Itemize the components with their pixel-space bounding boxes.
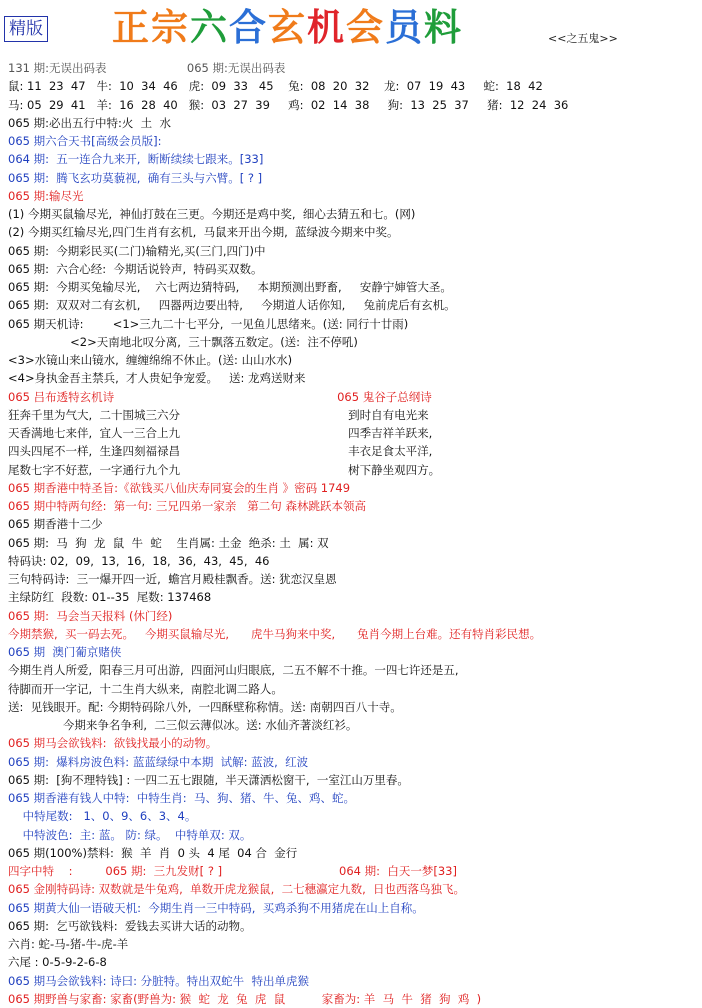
text-line: 六尾 : 0-5-9-2-6-8 (8, 955, 107, 970)
text-line: 065 期: 乞丐欲钱料: 爱钱去买讲大话的动物。 (8, 918, 252, 933)
text-line: 主绿防红 段数: 01--35 尾数: 137468 (8, 590, 212, 605)
title-char: 正 (112, 5, 151, 49)
text-line: 065 期: 马 狗 龙 鼠 牛 蛇 生肖属: 土金 绝杀: 土 属: 双 (8, 535, 329, 550)
text-line: 065 期: 今期买兔输尽光, 六七两边猜特码, 本期预测出野畜, 安静宁婶管大圣。 (8, 280, 452, 294)
text-line: 中特波色: 主: 蓝。 防: 绿。 中特单双: 双。 (8, 827, 252, 842)
text-line: 065 期黄大仙一语破天机: 今期生肖一三中特码, 买鸡杀狗不用猪虎在山上自称。 (8, 900, 424, 915)
text-line: 065 期(100%)禁料: 猴 羊 肖 0 头 4 尾 04 合 金行 (8, 845, 298, 860)
title-char: 合 (229, 5, 268, 49)
text-line: <3>水镜山来山镜水, 缠缠绵绵不休止。(送: 山山水水) (8, 353, 293, 367)
text-line: 待脚而开一字记, 十二生肖大纵来, 南腔北调二路人。 (8, 681, 283, 696)
text-line: (1) 今期买鼠输尽光, 神仙打鼓在三更。今期还是鸡中奖, 细心去猜五和七。(网) (8, 207, 416, 221)
text-line: 狂奔千里为气大, 二十围城三六分 到时自有电光来 (8, 407, 429, 422)
text-line: 065 期香港十二少 (8, 517, 103, 532)
text-line: 065 期六合天书[高级会员版]: (8, 134, 162, 148)
text-line: 064 期: 五一连合九来开, 断断续续七跟来。[33] (8, 152, 264, 167)
text-line: 特码诀: 02, 09, 13, 16, 18, 36, 43, 45, 46 (8, 553, 270, 568)
text-line: 中特尾数: 1、0、9、6、3、4。 (8, 809, 197, 824)
text-line: <4>身执金吾主禁兵, 才人贵妃争宠爱。 送: 龙鸡送财来 (8, 371, 306, 386)
text-line: (2) 今期买红输尽光,四门生肖有玄机, 马鼠来开出今期, 蓝绿波今期来中奖。 (8, 225, 399, 240)
text-line: <2>天南地北叹分离, 三十飘落五数定。(送: 注不停吼) (8, 334, 358, 349)
text-line: 065 期:输尽光 (8, 188, 84, 203)
page-title (112, 4, 463, 50)
text-line: 065 期: 双双对二有玄机, 四器两边要出特, 今期道人话你知, 兔前虎后有玄机。 (8, 298, 456, 313)
text-line: 065 期 澳门葡京赌侠 (8, 645, 122, 659)
text-line: 送: 见钱眼开。配: 今期特码除八外, 一四酥壁称称情。送: 南朝四百八十寺。 (8, 699, 402, 714)
text-line: 六肖: 蛇-马-猪-牛-虎-羊 (8, 937, 129, 951)
title-char: 会 (346, 5, 385, 49)
text-line: 065 期: 今期彩民买(二门)输精光,买(三门,四门)中 (8, 243, 266, 258)
text-line: 065 期野兽与家畜: 家畜(野兽为: 猴 蛇 龙 兔 虎 鼠 家畜为: 羊 马 牛 猪 狗 鸡 ) (8, 991, 482, 1006)
text-line: 鼠: 11 23 47 牛: 10 34 46 虎: 09 33 45 兔: 08 20 32 龙: 07 19 43 蛇: 18 42 (8, 79, 543, 94)
text-line: 四头四尾不一样, 生逢四刻福禄昌 丰衣足食太平洋, (8, 444, 433, 459)
text-line: 065 期香港有钱人中特: 中特生肖: 马、狗、猪、牛、兔、鸡、蛇。 (8, 791, 355, 805)
title-char: 员 (385, 5, 424, 49)
text-line: 065 期: 爆料房波色料: 蓝蓝绿绿中本期 试解: 蓝波, 红波 (8, 754, 309, 769)
text-line: 065 期: [狗不理特钱] : 一四二五七跟随, 半天潇洒松窗干, 一室江山万里春。 (8, 772, 409, 787)
text-line: 今期来争名争利, 二三似云薄似冰。送: 水仙齐著淡红衫。 (8, 718, 358, 732)
text-line: 065 期马会欲钱料: 欲钱找最小的动物。 (8, 736, 218, 751)
text-line: 065 期中特两句经: 第一句: 三兄四弟一家亲 第二句 森林跳跃本领高 (8, 499, 366, 513)
text-line: 马: 05 29 41 羊: 16 28 40 猴: 03 27 39 鸡: 02 14 38 狗: 13 25 37 猪: 12 24 36 (8, 97, 569, 112)
title-char: 宗 (151, 5, 190, 49)
text-line: 065 期马会欲钱料: 诗曰: 分脏特。特出双蛇牛 特出单虎猴 (8, 973, 309, 988)
text-line: 065 吕布透特玄机诗 065 鬼谷子总纲诗 (8, 389, 432, 404)
text-line: 四字中特 : 065 期: 三九发财[ ? ] 064 期: 白天一梦[33] (8, 864, 457, 878)
text-line: 今期禁猴, 买一码去死。 今期买鼠输尽光, 虎牛马狗来中奖, 兔肖今期上台难。还有特肖彩民想。 (8, 626, 542, 641)
text-line: 天香满地七来伴, 宜人一三合上九 四季吉祥羊跃来, (8, 426, 433, 440)
text-line: 三句特码诗: 三一爆开四一近, 蟾宫月殿桂飘香。送: 犹恋汉皇恩 (8, 572, 337, 586)
title-char: 机 (307, 5, 346, 49)
text-line: 131 期:无误出码表 065 期:无误出码表 (8, 61, 286, 75)
title-char: 料 (424, 5, 463, 49)
text-line: 065 期香港中特圣旨:《欲钱买八仙庆寿同宴会的生肖 》密码 1749 (8, 480, 351, 495)
text-line: 065 期天机诗: <1>三九二十七平分, 一见鱼儿思绪来。(送: 同行十廿雨) (8, 316, 409, 331)
edition-badge: 精版 (4, 16, 48, 42)
text-line: 065 金刚特码诗: 双数就是牛兔鸡, 单数开虎龙猴鼠, 二七穗瀛定九数, 日也西落鸟独飞。 (8, 882, 466, 897)
text-line: 今期生肖人所爱, 阳春三月可出游, 四面河山归眼底, 二五不解不十推。一四七许还是五, (8, 663, 459, 678)
text-line: 065 期: 马会当天报料 (休门经) (8, 608, 173, 623)
text-line: 065 期: 六合心经: 今期话说铃声, 特码买双数。 (8, 261, 263, 276)
title-char: 玄 (268, 5, 307, 49)
text-line: 065 期: 腾飞玄功莫藐视, 确有三头与六臂。[ ? ] (8, 170, 263, 185)
text-line: 065 期:必出五行中特:火 土 水 (8, 115, 171, 130)
title-char: 六 (190, 5, 229, 49)
text-line: 尾数七字不好惹, 一字通行九个九 树下静坐观四方。 (8, 462, 441, 477)
header-tag: <<之五鬼>> (548, 32, 618, 45)
header (0, 0, 702, 58)
